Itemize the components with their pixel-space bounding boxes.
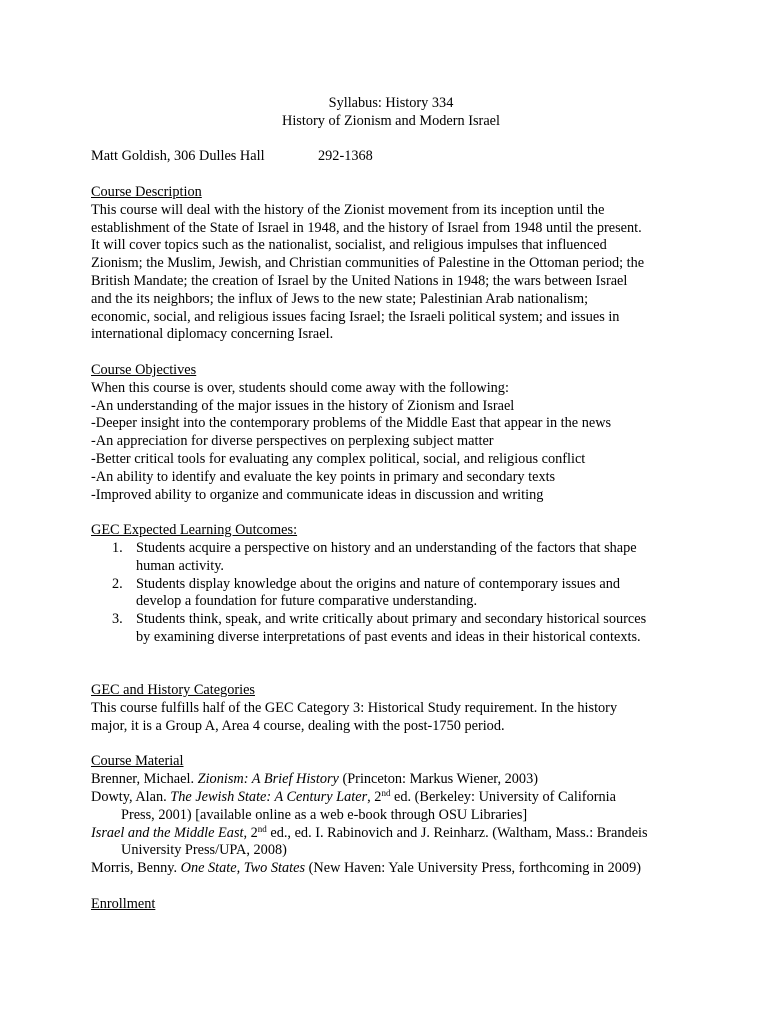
outcome-number: 2.: [112, 575, 123, 592]
material-book-brenner: Brenner, Michael. Zionism: A Brief History (Princeton: Markus Wiener, 2003): [91, 771, 538, 788]
objective-item: -An appreciation for diverse perspectives on perplexing subject matter: [91, 433, 494, 450]
outcome-line: human activity.: [136, 557, 225, 574]
outcomes-list: [91, 540, 691, 647]
section-course-description: [91, 184, 691, 344]
description-line: Zionism; the Muslim, Jewish, and Christian communities of Palestine in the Ottoman period; the: [91, 255, 645, 272]
outcome-line: Students display knowledge about the origins and nature of contemporary issues and: [136, 575, 621, 592]
objective-item: -Deeper insight into the contemporary problems of the Middle East that appear in the news: [91, 415, 612, 432]
categories-line: major, it is a Group A, Area 4 course, dealing with the post-1750 period.: [91, 717, 505, 734]
material-book-morris: Morris, Benny. One State, Two States (New Haven: Yale University Press, forthcoming in 2009): [91, 860, 641, 877]
syllabus-page: [91, 95, 691, 914]
instructor-contact: [91, 148, 691, 166]
instructor-name-office: Matt Goldish, 306 Dulles Hall: [91, 148, 265, 165]
outcome-number: 1.: [112, 539, 123, 556]
book-title: The Jewish State: A Century Later: [170, 789, 368, 806]
material-book-rabinovich: Israel and the Middle East, 2nd ed., ed. I. Rabinovich and J. Reinharz. (Waltham, Mass.: Brandeis University Press/UPA, 2008): [91, 823, 648, 859]
outcome-line: by examining diverse interpretations of past events and ideas in their historical contexts.: [136, 628, 641, 645]
section-heading-objectives: Course Objectives: [91, 361, 197, 378]
book-title: Zionism: A Brief History: [197, 771, 339, 788]
objective-item: -Better critical tools for evaluating any complex political, social, and religious conflict: [91, 450, 586, 467]
objective-item: -Improved ability to organize and communicate ideas in discussion and writing: [91, 486, 544, 503]
book-title: One State, Two States: [180, 860, 306, 877]
description-line: establishment of the State of Israel in 1948, and the history of Israel from 1948 until the present.: [91, 219, 642, 236]
description-line: This course will deal with the history of the Zionist movement from its inception until the: [91, 201, 605, 218]
objective-item: -An ability to identify and evaluate the key points in primary and secondary texts: [91, 468, 556, 485]
section-heading-categories: GEC and History Categories: [91, 682, 255, 699]
section-heading-material: Course Material: [91, 753, 184, 770]
objectives-intro: When this course is over, students should come away with the following:: [91, 379, 509, 396]
outcome-item: [91, 540, 691, 576]
section-course-material: [91, 753, 691, 878]
section-enrollment: [91, 896, 691, 914]
section-learning-outcomes: [91, 522, 691, 647]
description-line: British Mandate; the creation of Israel by the United Nations in 1948; the wars between Israel: [91, 272, 628, 289]
section-heading-outcomes: GEC Expected Learning Outcomes:: [91, 522, 298, 539]
outcome-item: [91, 576, 691, 612]
document-subtitle: History of Zionism and Modern Israel: [282, 112, 500, 129]
description-line: It will cover topics such as the nationalist, socialist, and religious impulses that influenced: [91, 237, 607, 254]
objective-item: -An understanding of the major issues in the history of Zionism and Israel: [91, 397, 515, 414]
document-header: [91, 95, 691, 131]
section-heading-enrollment: Enrollment: [91, 895, 156, 912]
material-book-dowty: Dowty, Alan. The Jewish State: A Century Later, 2nd ed. (Berkeley: University of California Press, 2001) [available online as a web e-book through OSU Libraries]: [91, 788, 616, 823]
book-title: Israel and the Middle East: [91, 824, 244, 841]
outcome-line: Students acquire a perspective on history and an understanding of the factors that shape: [136, 539, 637, 556]
section-course-objectives: [91, 362, 691, 504]
outcome-number: 3.: [112, 611, 123, 628]
description-line: international diplomacy concerning Israel.: [91, 326, 334, 343]
outcome-line: Students think, speak, and write critically about primary and secondary historical sources: [136, 611, 647, 628]
outcome-line: develop a foundation for future comparative understanding.: [136, 593, 478, 610]
categories-line: This course fulfills half of the GEC Category 3: Historical Study requirement. In the history: [91, 700, 618, 717]
description-line: economic, social, and religious issues facing Israel; the Israeli political system; and issues in: [91, 308, 620, 325]
section-heading-description: Course Description: [91, 183, 202, 200]
outcome-item: [91, 611, 691, 647]
document-title: Syllabus: History 334: [328, 95, 454, 111]
instructor-phone: 292-1368: [318, 148, 373, 165]
description-line: and the its neighbors; the influx of Jews to the new state; Palestinian Arab nationalism;: [91, 290, 589, 307]
section-gec-categories: [91, 682, 691, 735]
